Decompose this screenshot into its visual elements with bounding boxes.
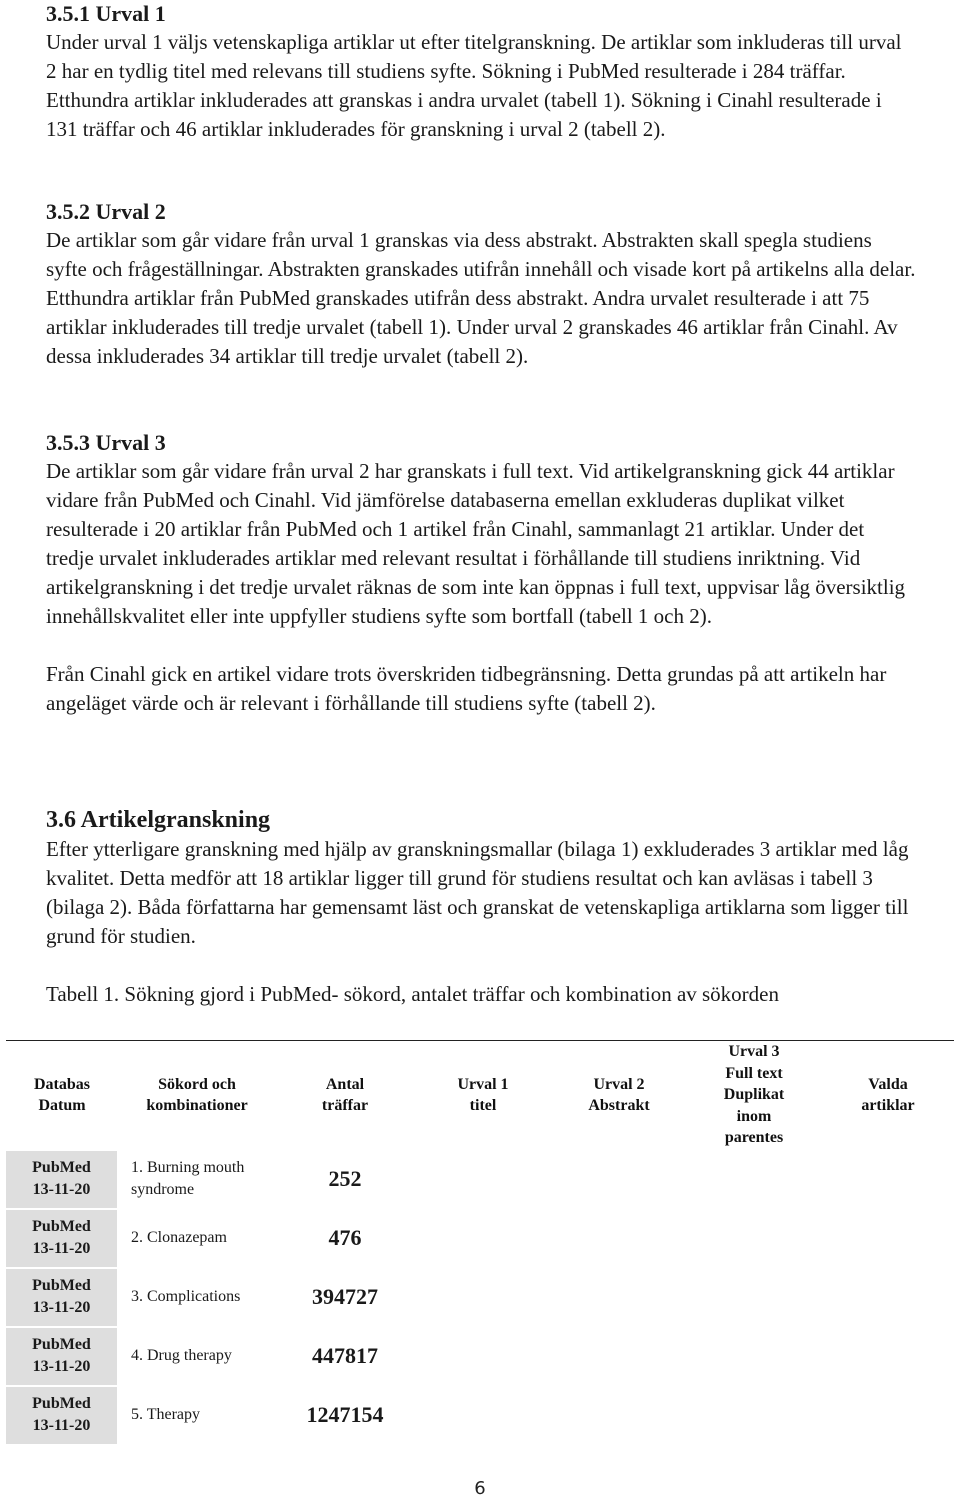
section-artikelgranskning [46,805,916,951]
paragraph: De artiklar som går vidare från urval 1 granskas via dess abstrakt. Abstrakten skall spegla studiens syfte och frågeställningar. Abstrakten granskades utifrån innehåll och visade kort på artikelns alla delar. Etthundra artiklar från PubMed granskades utifrån dess abstrakt. Andra urvalet resulterade i att 75 artiklar inkluderades till tredje urvalet (tabell 1). Under urval 2 granskades 46 artiklar från Cinahl. Av dessa inkluderades 34 artiklar till tredje urvalet (tabell 2). [46,228,916,368]
section-heading: 3.5.3 Urval 3 [46,430,166,455]
search-results-table [6,1040,954,1444]
table-caption [46,980,916,1009]
header-databas-datum: Databas Datum [6,1041,118,1150]
section-urval-3 [46,429,916,718]
header-urval-1: Urval 1 titel [414,1041,552,1150]
table-row [6,1386,954,1444]
cell-search-term: 4. Drug therapy [118,1327,276,1386]
header-urval-3: Urval 3 Full text Duplikat inom parentes [686,1041,822,1150]
cell-empty [822,1327,954,1386]
cell-empty [686,1386,822,1444]
cell-empty [686,1150,822,1209]
paragraph: De artiklar som går vidare från urval 2 har granskats i full text. Vid artikelgranskning gick 44 artiklar vidare från PubMed och Cinahl. Vid jämförelse databaserna emellan exkluderas duplikat vilket resulterade i 20 artiklar från PubMed och 1 artikel från Cinahl, sammanlagt 21 artiklar. Under det tredje urvalet inkluderades artiklar med relevant resultat i förhållande till studiens inriktning. Vid artikelgranskning i det tredje urvalet räknas de som inte kan öppnas i full text, uppvisar låg översiktlig innehållskvalitet eller inte uppfyller studiens syfte som bortfall (tabell 1 och 2). [46,459,906,628]
cell-hit-count: 1247154 [276,1386,414,1444]
header-sokord: Sökord och kombinationer [118,1041,276,1150]
table-row [6,1327,954,1386]
cell-empty [414,1386,552,1444]
header-valda-artiklar: Valda artiklar [822,1041,954,1150]
cell-empty [552,1386,686,1444]
cell-empty [552,1327,686,1386]
section-heading: 3.5.2 Urval 2 [46,199,166,224]
cell-empty [686,1268,822,1327]
cell-search-term: 1. Burning mouth syndrome [118,1150,276,1209]
section-heading: 3.6 Artikelgranskning [46,807,271,833]
cell-empty [414,1150,552,1209]
header-urval-2: Urval 2 Abstrakt [552,1041,686,1150]
cell-empty [686,1209,822,1268]
paragraph: Från Cinahl gick en artikel vidare trots överskriden tidbegränsning. Detta grundas på att artikeln har angeläget värde och är relevant i förhållande till studiens syfte (tabell 2). [46,662,887,715]
cell-empty [414,1209,552,1268]
table-caption-text: Tabell 1. Sökning gjord i PubMed- sökord, antalet träffar och kombination av sökorden [46,982,780,1006]
cell-database: PubMed 13-11-20 [6,1386,118,1444]
cell-database: PubMed 13-11-20 [6,1268,118,1327]
cell-hit-count: 476 [276,1209,414,1268]
cell-empty [414,1327,552,1386]
cell-database: PubMed 13-11-20 [6,1150,118,1209]
cell-empty [552,1268,686,1327]
cell-database: PubMed 13-11-20 [6,1327,118,1386]
cell-empty [414,1268,552,1327]
table-row [6,1150,954,1209]
header-antal-traffar: Antal träffar [276,1041,414,1150]
table-row [6,1209,954,1268]
paragraph: Efter ytterligare granskning med hjälp av granskningsmallar (bilaga 1) exkluderades 3 artiklar med låg kvalitet. Detta medför att 18 artiklar ligger till grund för studiens resultat och kan avläsas i tabell 3 (bilaga 2). Båda författarna har gemensamt läst och granskat de vetenskapliga artiklarna som ligger till grund för studien. [46,837,909,948]
cell-hit-count: 394727 [276,1268,414,1327]
cell-empty [552,1209,686,1268]
paragraph: Under urval 1 väljs vetenskapliga artiklar ut efter titelgranskning. De artiklar som inkluderas till urval 2 har en tydlig titel med relevans till studiens syfte. Sökning i PubMed resulterade i 284 träffar. Etthundra artiklar inkluderades att granskas i andra urvalet (tabell 1). Sökning i Cinahl resulterade i 131 träffar och 46 artiklar inkluderades för granskning i urval 2 (tabell 2). [46,30,902,141]
table-row [6,1268,954,1327]
table-header-row [6,1041,954,1150]
cell-search-term: 5. Therapy [118,1386,276,1444]
page-number: 6 [474,1478,486,1499]
section-heading: 3.5.1 Urval 1 [46,1,166,26]
cell-empty [686,1327,822,1386]
cell-hit-count: 252 [276,1150,414,1209]
cell-search-term: 2. Clonazepam [118,1209,276,1268]
cell-hit-count: 447817 [276,1327,414,1386]
cell-database: PubMed 13-11-20 [6,1209,118,1268]
cell-empty [822,1150,954,1209]
cell-empty [822,1386,954,1444]
section-urval-2 [46,198,916,371]
cell-empty [822,1209,954,1268]
section-urval-1 [46,0,916,144]
cell-empty [822,1268,954,1327]
cell-search-term: 3. Complications [118,1268,276,1327]
cell-empty [552,1150,686,1209]
